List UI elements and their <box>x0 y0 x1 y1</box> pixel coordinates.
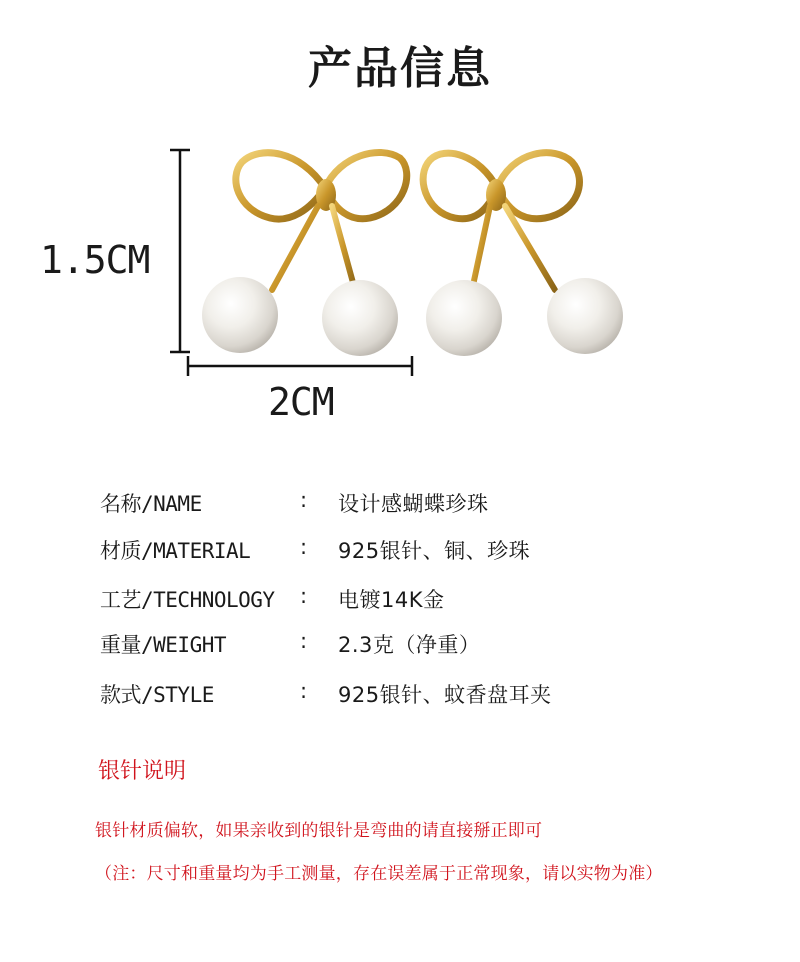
spec-label: 工艺/TECHNOLOGY <box>100 588 275 612</box>
spec-label: 名称/NAME <box>100 492 202 516</box>
spec-value: 925银针、蚊香盘耳夹 <box>338 683 552 707</box>
spec-colon: : <box>300 679 308 703</box>
spec-value: 925银针、铜、珍珠 <box>338 539 531 563</box>
spec-colon: : <box>300 535 308 559</box>
spec-value: 电镀14K金 <box>338 588 445 612</box>
needle-note-text: 银针材质偏软，如果亲收到的银针是弯曲的请直接掰正即可 <box>95 821 543 841</box>
spec-label: 材质/MATERIAL <box>100 539 251 563</box>
spec-label: 款式/STYLE <box>100 683 214 707</box>
height-dimension-label: 1.5CM <box>40 238 150 282</box>
width-dimension-label: 2CM <box>268 380 334 424</box>
spec-value: 2.3克（净重） <box>338 633 481 657</box>
earrings-product-image <box>160 140 640 370</box>
spec-colon: : <box>300 629 308 653</box>
measurement-disclaimer: （注：尺寸和重量均为手工测量，存在误差属于正常现象，请以实物为准） <box>95 864 663 884</box>
spec-colon: : <box>300 584 308 608</box>
page-title: 产品信息 <box>308 43 492 94</box>
spec-value: 设计感蝴蝶珍珠 <box>338 492 489 516</box>
needle-note-heading: 银针说明 <box>98 759 187 784</box>
spec-label: 重量/WEIGHT <box>100 633 227 657</box>
spec-colon: : <box>300 488 308 512</box>
right-earring <box>423 153 623 356</box>
left-earring <box>202 152 407 356</box>
